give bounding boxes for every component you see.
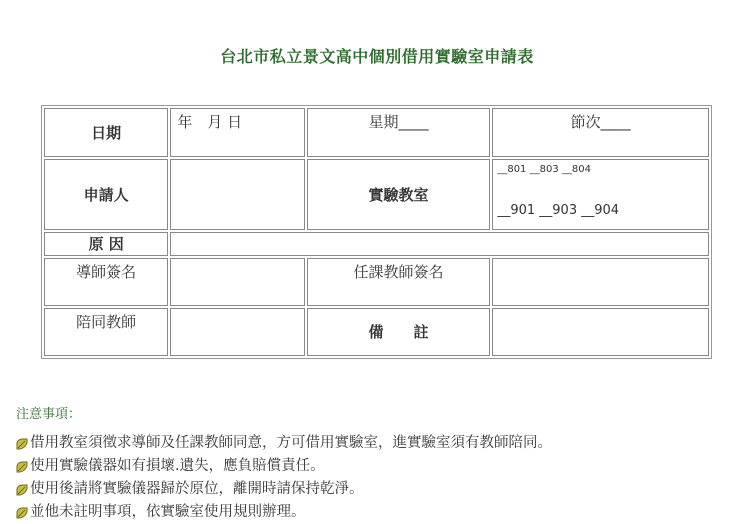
note-item — [16, 478, 552, 501]
notes-list — [16, 432, 552, 524]
leaf-bullet-icon — [16, 484, 28, 496]
rooms-row-800: __801 __803 __804 — [497, 164, 591, 176]
note-item — [16, 455, 552, 478]
note-text: 借用教室須徵求導師及任課教師同意，方可借用實驗室，進實驗室須有教師陪同。 — [30, 435, 552, 451]
teacher-sign-label: 任課教師簽名 — [307, 258, 491, 306]
note-text: 並他未註明事項，依實驗室使用規則辦理。 — [30, 504, 306, 520]
lab-label: 實驗教室 — [307, 159, 491, 230]
applicant-label: 申請人 — [44, 159, 168, 230]
note-text: 使用後請將實驗儀器歸於原位，離開時請保持乾淨。 — [30, 481, 364, 497]
remarks-cell[interactable] — [492, 308, 709, 356]
notes-heading: 注意事項： — [16, 407, 82, 422]
note-item — [16, 432, 552, 455]
date-value-cell[interactable]: 年 月 日 — [170, 108, 304, 157]
companion-teacher-cell[interactable] — [170, 308, 304, 356]
leaf-bullet-icon — [16, 507, 28, 519]
leaf-bullet-icon — [16, 461, 28, 473]
reason-label: 原 因 — [44, 232, 168, 256]
remarks-label: 備 註 — [307, 308, 491, 356]
date-label: 日期 — [44, 108, 168, 157]
tutor-sign-label: 導師簽名 — [44, 258, 168, 306]
teacher-sign-cell[interactable] — [492, 258, 709, 306]
companion-teacher-label: 陪同教師 — [44, 308, 168, 356]
note-text: 使用實驗儀器如有損壞.遺失，應負賠償責任。 — [30, 458, 325, 474]
leaf-bullet-icon — [16, 438, 28, 450]
tutor-sign-cell[interactable] — [170, 258, 304, 306]
period-cell[interactable]: 節次____ — [492, 108, 709, 157]
application-form-table — [41, 105, 712, 359]
note-item — [16, 501, 552, 524]
reason-value-cell[interactable] — [170, 232, 709, 256]
lab-rooms-cell[interactable] — [492, 159, 709, 230]
applicant-value-cell[interactable] — [170, 159, 304, 230]
form-title: 台北市私立景文高中個別借用實驗室申請表 — [220, 47, 534, 66]
rooms-row-900: __901 __903 __904 — [497, 203, 620, 219]
weekday-cell[interactable]: 星期____ — [307, 108, 491, 157]
